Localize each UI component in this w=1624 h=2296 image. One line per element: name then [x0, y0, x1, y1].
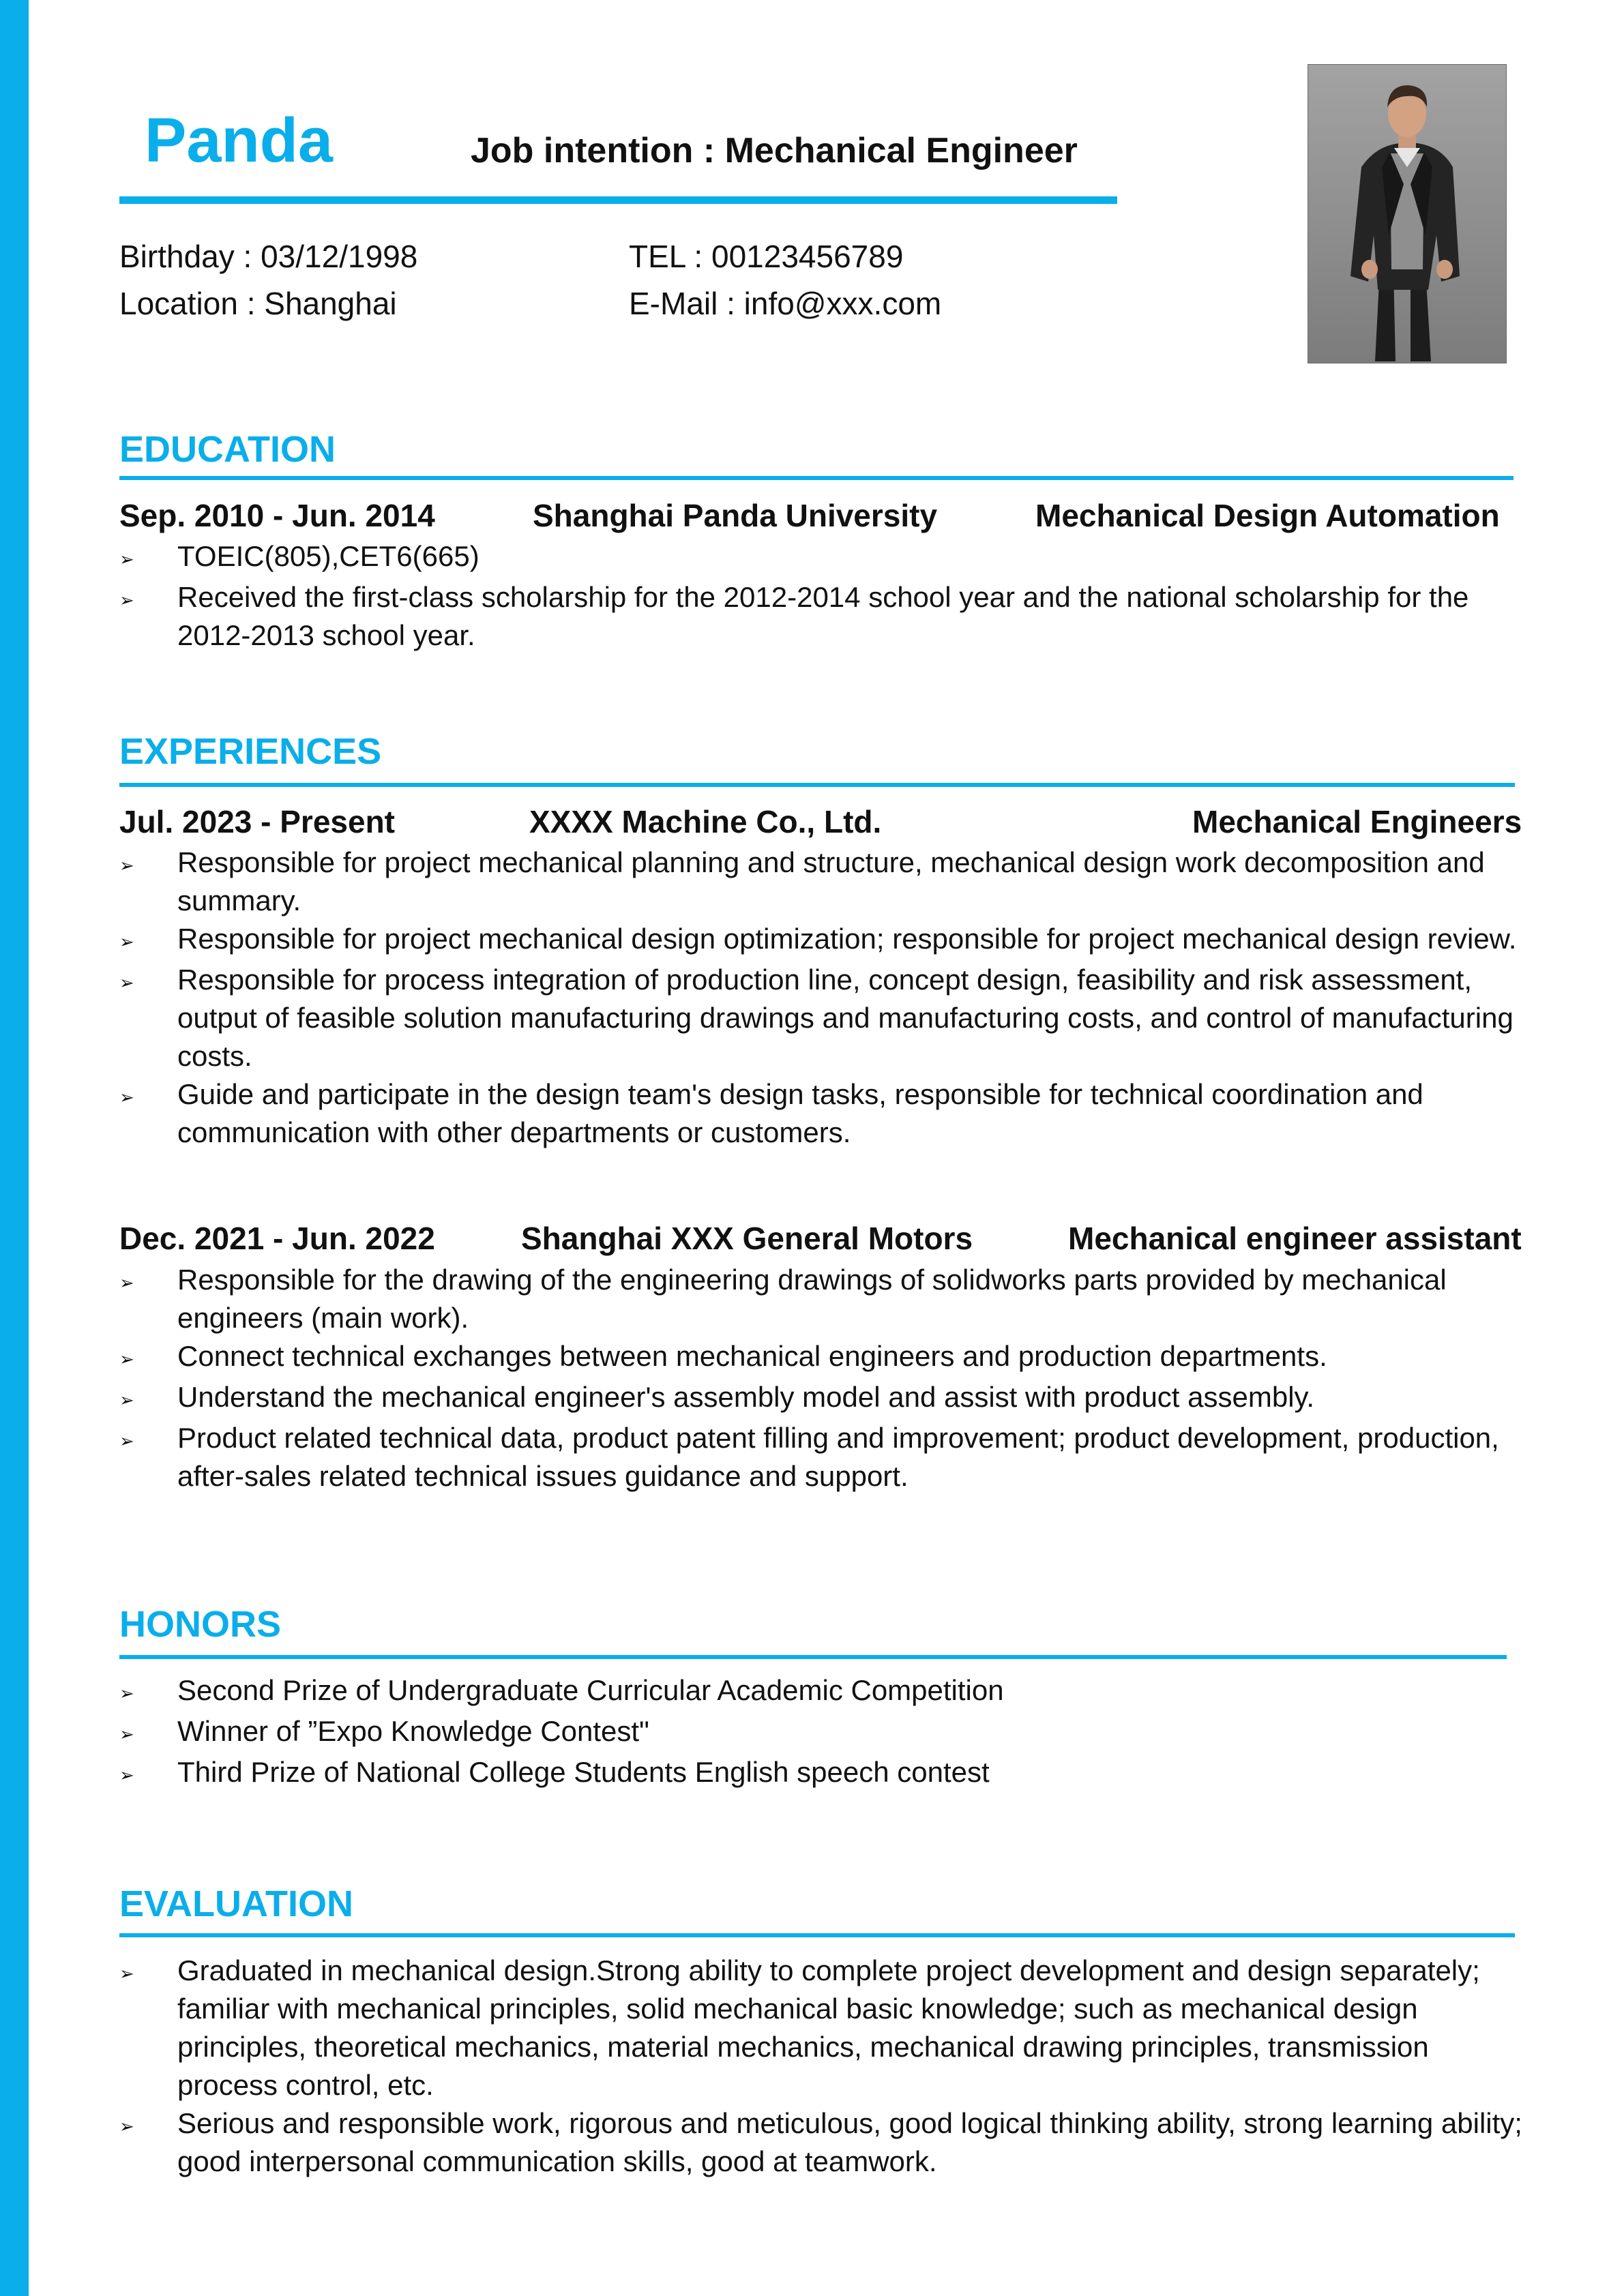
list-item: ➢ Third Prize of National College Students English speech contest — [119, 1753, 1524, 1794]
evaluation-list — [119, 1952, 1524, 2181]
arrowhead-bullet-icon: ➢ — [119, 2116, 134, 2136]
education-divider — [119, 476, 1514, 480]
job-2-company: Shanghai XXX General Motors — [521, 1221, 973, 1256]
education-major: Mechanical Design Automation — [1035, 498, 1500, 533]
arrowhead-bullet-icon: ➢ — [119, 1765, 134, 1785]
list-item: ➢ Responsible for project mechanical planning and structure, mechanical design work decomposition and summary. — [119, 844, 1524, 920]
section-title-honors: HONORS — [119, 1604, 282, 1645]
location: Location : Shanghai — [119, 286, 397, 321]
list-item: ➢ TOEIC(805),CET6(665) — [119, 537, 1524, 578]
arrowhead-bullet-icon: ➢ — [119, 855, 134, 876]
list-item: ➢ Graduated in mechanical design.Strong ability to complete project development and design separately; familiar with mechanical principles, solid mechanical basic knowledge; such as mechanical design principles, theoretical mechanics, material mechanics, mechanical drawing principles, transmission process control, etc. — [119, 1952, 1524, 2104]
job-1-dates: Jul. 2023 - Present — [119, 804, 395, 839]
list-item: ➢ Product related technical data, product patent filling and improvement; product development, production, after-sales related technical issues guidance and support. — [119, 1419, 1524, 1495]
job-intention: Job intention : Mechanical Engineer — [471, 131, 1078, 170]
telephone: TEL : 00123456789 — [629, 239, 904, 274]
list-item: ➢ Second Prize of Undergraduate Curricular Academic Competition — [119, 1671, 1524, 1712]
arrowhead-bullet-icon: ➢ — [119, 1087, 134, 1107]
honors-list — [119, 1671, 1524, 1794]
arrowhead-bullet-icon: ➢ — [119, 549, 134, 569]
person-silhouette-icon — [1308, 65, 1507, 363]
header-divider — [119, 196, 1117, 204]
arrowhead-bullet-icon: ➢ — [119, 1272, 134, 1293]
birthday: Birthday : 03/12/1998 — [119, 239, 418, 274]
list-item: ➢ Connect technical exchanges between mechanical engineers and production departments. — [119, 1337, 1524, 1378]
accent-sidebar — [0, 0, 29, 2296]
arrowhead-bullet-icon: ➢ — [119, 931, 134, 952]
arrowhead-bullet-icon: ➢ — [119, 1724, 134, 1744]
list-item: ➢ Guide and participate in the design team's design tasks, responsible for technical coordination and communication with other departments or customers. — [119, 1075, 1524, 1152]
education-details — [119, 537, 1524, 655]
job-2-duties — [119, 1261, 1524, 1495]
job-2-role: Mechanical engineer assistant — [1068, 1221, 1522, 1256]
arrowhead-bullet-icon: ➢ — [119, 1963, 134, 1984]
list-item: ➢ Serious and responsible work, rigorous and meticulous, good logical thinking ability, strong learning ability; good interpersonal communication skills, good at teamwork. — [119, 2104, 1524, 2181]
job-1-company: XXXX Machine Co., Ltd. — [529, 804, 882, 839]
candidate-name: Panda — [145, 106, 334, 175]
list-item: ➢ Responsible for project mechanical design optimization; responsible for project mechanical design review. — [119, 920, 1524, 961]
email: E-Mail : info@xxx.com — [629, 286, 942, 321]
arrowhead-bullet-icon: ➢ — [119, 1683, 134, 1703]
honors-divider — [119, 1655, 1507, 1659]
evaluation-divider — [119, 1933, 1515, 1937]
arrowhead-bullet-icon: ➢ — [119, 590, 134, 610]
list-item: ➢ Responsible for process integration of production line, concept design, feasibility and risk assessment, output of feasible solution manufacturing drawings and manufacturing costs, and control of manufacturing costs. — [119, 961, 1524, 1075]
section-title-experiences: EXPERIENCES — [119, 731, 382, 772]
job-2-dates: Dec. 2021 - Jun. 2022 — [119, 1221, 435, 1256]
education-dates: Sep. 2010 - Jun. 2014 — [119, 498, 435, 533]
section-title-education: EDUCATION — [119, 429, 336, 470]
arrowhead-bullet-icon: ➢ — [119, 972, 134, 993]
job-1-duties — [119, 844, 1524, 1152]
list-item: ➢ Winner of ”Expo Knowledge Contest" — [119, 1712, 1524, 1753]
experiences-divider — [119, 783, 1515, 787]
list-item: ➢ Responsible for the drawing of the engineering drawings of solidworks parts provided by mechanical engineers (main work). — [119, 1261, 1524, 1337]
list-item: ➢ Received the first-class scholarship for the 2012-2014 school year and the national scholarship for the 2012-2013 school year. — [119, 578, 1524, 655]
list-item: ➢ Understand the mechanical engineer's assembly model and assist with product assembly. — [119, 1378, 1524, 1419]
arrowhead-bullet-icon: ➢ — [119, 1390, 134, 1410]
section-title-evaluation: EVALUATION — [119, 1883, 353, 1924]
arrowhead-bullet-icon: ➢ — [119, 1431, 134, 1451]
profile-photo — [1308, 64, 1507, 363]
education-school: Shanghai Panda University — [533, 498, 938, 533]
job-1-role: Mechanical Engineers — [1192, 804, 1522, 839]
arrowhead-bullet-icon: ➢ — [119, 1349, 134, 1369]
